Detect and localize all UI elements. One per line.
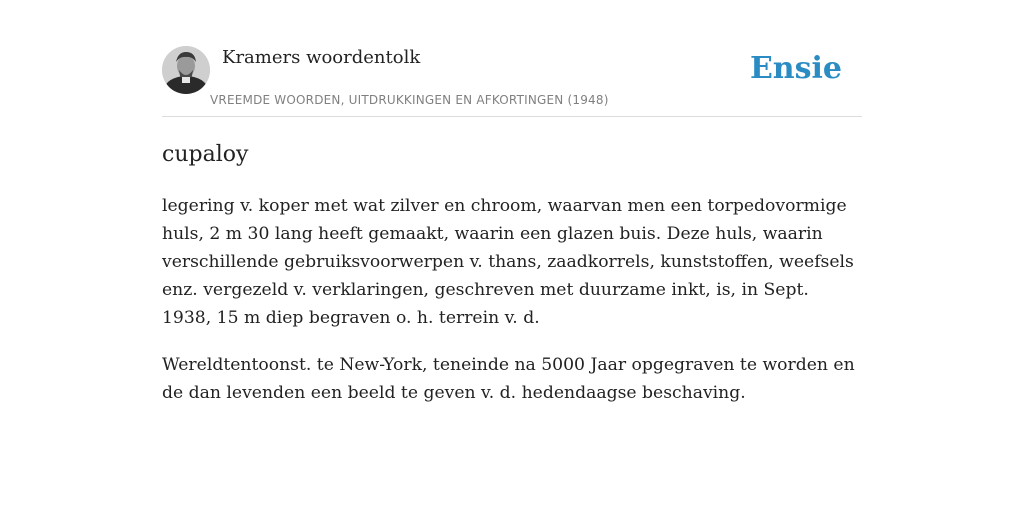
definition-paragraph: Wereldtentoonst. te New-York, teneinde na 5000 Jaar opgegraven te worden en de dan levenden een beeld te geven v. d. hedendaagse beschaving.: [162, 355, 855, 403]
portrait-avatar-icon: [162, 46, 210, 94]
ensie-logo-link[interactable]: Ensie: [749, 51, 842, 86]
source-subtitle: VREEMDE WOORDEN, UITDRUKKINGEN EN AFKORTINGEN (1948): [210, 93, 609, 107]
entry-headword: cupaloy: [162, 142, 249, 167]
source-header: [162, 46, 862, 117]
author-avatar[interactable]: [162, 46, 210, 94]
entry-definition: [162, 192, 862, 426]
source-title[interactable]: Kramers woordentolk: [222, 47, 421, 68]
definition-paragraph: legering v. koper met wat zilver en chroom, waarvan men een torpedovormige huls, 2 m 30 lang heeft gemaakt, waarin een glazen buis. Deze huls, waarin verschillende gebruiksvoorwerpen v. thans, zaadkorrels, kunststoffen, weefsels enz. vergezeld v. verklaringen, geschreven met duurzame inkt, is, in Sept. 1938, 15 m diep begraven o. h. terrein v. d.: [162, 196, 854, 328]
